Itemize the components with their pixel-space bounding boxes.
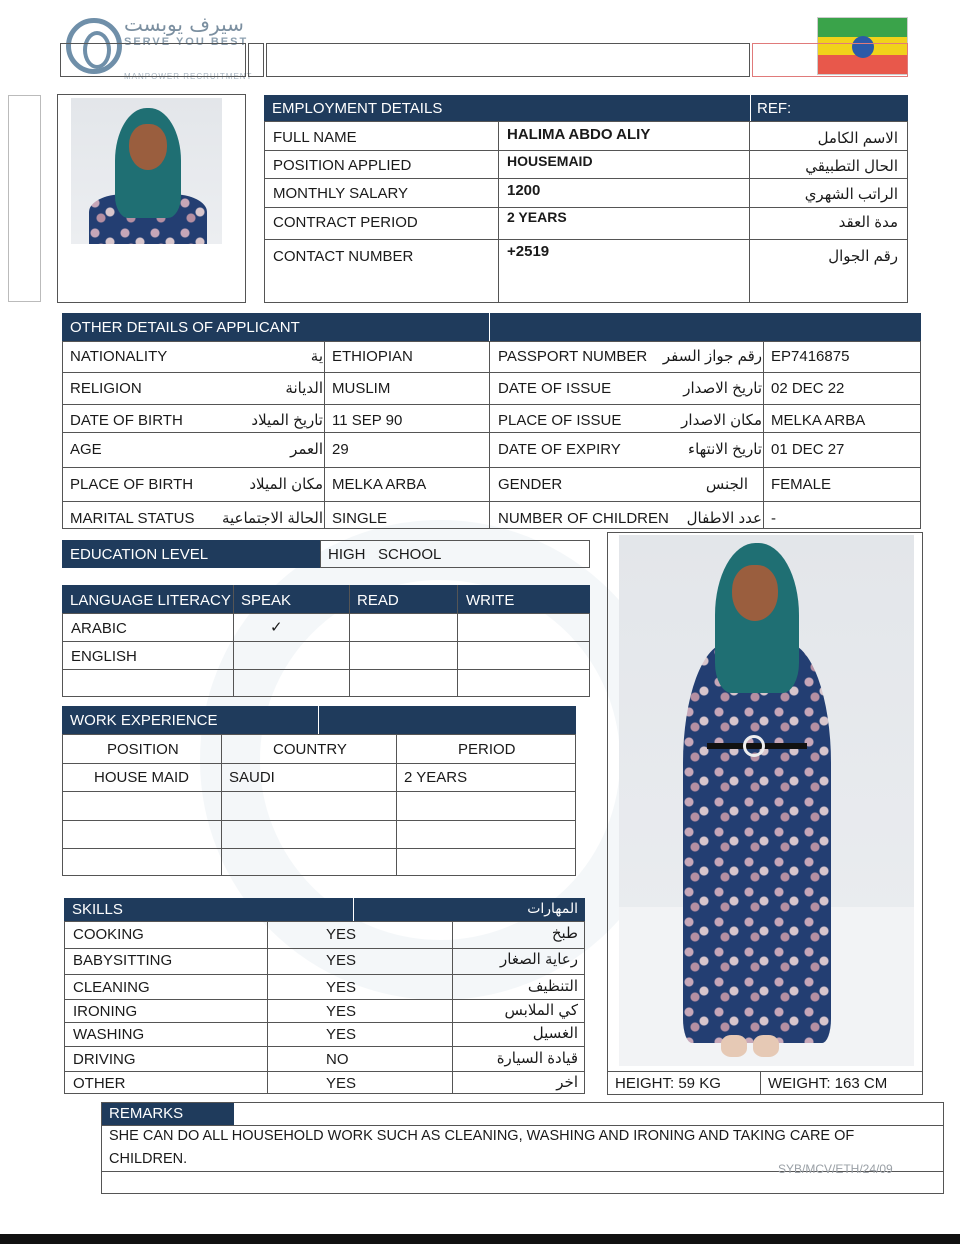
arabic-speak-check: ✓ bbox=[270, 619, 283, 636]
skill-other-ar: اخر bbox=[556, 1074, 578, 1091]
skill-washing-ar: الغسيل bbox=[532, 1025, 578, 1042]
passport-label: PASSPORT NUMBER bbox=[498, 348, 648, 365]
position-label: POSITION APPLIED bbox=[273, 157, 412, 174]
issue-date-label: DATE OF ISSUE bbox=[498, 380, 612, 397]
issue-place-label: PLACE OF ISSUE bbox=[498, 412, 622, 429]
salary-value: 1200 bbox=[507, 182, 541, 199]
nationality-ar: ية bbox=[310, 348, 323, 365]
issue-date-ar: تاريخ الاصدار bbox=[683, 380, 762, 397]
salary-label: MONTHLY SALARY bbox=[273, 185, 409, 202]
side-strip bbox=[8, 95, 41, 302]
pob-ar: مكان الميلاد bbox=[249, 476, 323, 493]
language-col-speak: SPEAK bbox=[241, 592, 292, 609]
work-col-position: POSITION bbox=[107, 741, 179, 758]
contract-ar: مدة العقد bbox=[838, 214, 898, 231]
work-period-value: 2 YEARS bbox=[404, 769, 468, 786]
full-name-ar: الاسم الكامل bbox=[817, 130, 898, 147]
skill-washing-label: WASHING bbox=[73, 1026, 145, 1043]
dob-label: DATE OF BIRTH bbox=[70, 412, 183, 429]
skills-header bbox=[64, 898, 585, 921]
language-col-lang: LANGUAGE LITERACY bbox=[70, 592, 231, 609]
skill-cooking-value: YES bbox=[326, 926, 357, 943]
top-field-1 bbox=[60, 43, 246, 77]
skill-driving-ar: قيادة السيارة bbox=[496, 1050, 578, 1067]
contact-ar: رقم الجوال bbox=[828, 248, 898, 265]
expiry-label: DATE OF EXPIRY bbox=[498, 441, 621, 458]
contract-value: 2 YEARS bbox=[507, 209, 567, 225]
height-value: HEIGHT: 59 KG bbox=[615, 1075, 721, 1092]
other-details-header bbox=[62, 313, 921, 341]
other-details-title: OTHER DETAILS OF APPLICANT bbox=[70, 318, 300, 336]
passport-value: EP7416875 bbox=[771, 348, 850, 365]
expiry-value: 01 DEC 27 bbox=[771, 441, 845, 458]
gender-ar: الجنس bbox=[705, 476, 748, 493]
language-col-write: WRITE bbox=[466, 592, 515, 609]
skill-washing-value: YES bbox=[326, 1026, 357, 1043]
passport-ar: رقم جواز السفر bbox=[662, 348, 762, 365]
bottom-band bbox=[0, 1234, 960, 1244]
position-value: HOUSEMAID bbox=[507, 153, 593, 169]
issue-date-value: 02 DEC 22 bbox=[771, 380, 845, 397]
education-header bbox=[62, 540, 320, 568]
religion-label: RELIGION bbox=[70, 380, 142, 397]
top-field-3 bbox=[266, 43, 750, 77]
age-label: AGE bbox=[70, 441, 102, 458]
skill-cleaning-value: YES bbox=[326, 979, 357, 996]
dob-ar: تاريخ الميلاد bbox=[251, 412, 323, 429]
logo-sub-text: MANPOWER RECRUITMENT bbox=[124, 72, 253, 81]
applicant-full-photo bbox=[619, 535, 914, 1066]
children-label: NUMBER OF CHILDREN bbox=[498, 510, 669, 527]
skill-cleaning-label: CLEANING bbox=[73, 979, 150, 996]
full-name-label: FULL NAME bbox=[273, 129, 357, 146]
position-ar: الحال التطبيقي bbox=[805, 158, 898, 175]
religion-value: MUSLIM bbox=[332, 380, 391, 397]
logo-english-text: SERVE YOU BEST bbox=[124, 36, 249, 48]
skill-ironing-ar: كي الملابس bbox=[504, 1002, 578, 1019]
language-table bbox=[62, 613, 590, 697]
work-title: WORK EXPERIENCE bbox=[70, 711, 218, 729]
gender-label: GENDER bbox=[498, 476, 563, 493]
children-ar: عدد الاطفال bbox=[686, 510, 762, 527]
work-country-value: SAUDI bbox=[229, 769, 275, 786]
skill-driving-label: DRIVING bbox=[73, 1051, 136, 1068]
skill-ironing-value: YES bbox=[326, 1003, 357, 1020]
work-position-value: HOUSE MAID bbox=[94, 769, 190, 786]
skill-other-label: OTHER bbox=[73, 1075, 126, 1092]
weight-value: WEIGHT: 163 CM bbox=[768, 1075, 888, 1092]
skill-driving-value: NO bbox=[326, 1051, 349, 1068]
top-field-2 bbox=[248, 43, 264, 77]
employment-table bbox=[264, 121, 908, 303]
children-value: - bbox=[771, 510, 776, 527]
work-header bbox=[62, 706, 576, 734]
employment-header bbox=[264, 95, 908, 121]
education-label: EDUCATION LEVEL bbox=[70, 545, 209, 563]
language-col-read: READ bbox=[357, 592, 399, 609]
issue-place-ar: مكان الاصدار bbox=[681, 412, 762, 429]
skill-cooking-label: COOKING bbox=[73, 926, 144, 943]
salary-ar: الراتب الشهري bbox=[804, 186, 898, 203]
applicant-portrait bbox=[71, 98, 222, 244]
pob-value: MELKA ARBA bbox=[332, 476, 427, 493]
religion-ar: الديانة bbox=[285, 380, 323, 397]
work-col-period: PERIOD bbox=[458, 741, 516, 758]
employment-title: EMPLOYMENT DETAILS bbox=[272, 99, 443, 117]
ref-label: REF: bbox=[757, 99, 792, 117]
remarks-line-1: SHE CAN DO ALL HOUSEHOLD WORK SUCH AS CLEANING, WASHING AND IRONING AND TAKING CARE OF bbox=[109, 1128, 855, 1144]
education-value: HIGH SCHOOL bbox=[328, 546, 442, 563]
work-col-country: COUNTRY bbox=[273, 741, 347, 758]
skill-babysitting-ar: رعاية الصغار bbox=[500, 951, 578, 968]
pob-label: PLACE OF BIRTH bbox=[70, 476, 194, 493]
skill-ironing-label: IRONING bbox=[73, 1003, 138, 1020]
remarks-title: REMARKS bbox=[109, 1105, 184, 1122]
dob-value: 11 SEP 90 bbox=[332, 412, 403, 429]
contact-value: +2519 bbox=[507, 243, 550, 260]
remarks-line-2: CHILDREN. bbox=[109, 1151, 188, 1167]
nationality-value: ETHIOPIAN bbox=[332, 348, 413, 365]
top-field-4 bbox=[752, 43, 908, 77]
marital-value: SINGLE bbox=[332, 510, 388, 527]
logo-arabic-text: سيرف يوبست bbox=[124, 12, 244, 36]
skill-cleaning-ar: التنظيف bbox=[527, 978, 578, 995]
issue-place-value: MELKA ARBA bbox=[771, 412, 866, 429]
full-name-value: HALIMA ABDO ALIY bbox=[507, 126, 651, 143]
remarks-box bbox=[101, 1102, 944, 1194]
contact-label: CONTACT NUMBER bbox=[273, 248, 414, 265]
skills-title: SKILLS bbox=[72, 901, 123, 918]
skill-babysitting-label: BABYSITTING bbox=[73, 952, 173, 969]
skill-babysitting-value: YES bbox=[326, 952, 357, 969]
skill-cooking-ar: طبخ bbox=[551, 925, 578, 942]
language-english: ENGLISH bbox=[71, 648, 137, 665]
age-ar: العمر bbox=[290, 441, 323, 458]
skill-other-value: YES bbox=[326, 1075, 357, 1092]
nationality-label: NATIONALITY bbox=[70, 348, 168, 365]
contract-label: CONTRACT PERIOD bbox=[273, 214, 418, 231]
age-value: 29 bbox=[332, 441, 349, 458]
gender-value: FEMALE bbox=[771, 476, 832, 493]
document-code: SYB/MCV/ETH/24/09 bbox=[778, 1162, 893, 1176]
marital-ar: الحالة الاجتماعية bbox=[221, 510, 323, 527]
skills-title-ar: المهارات bbox=[527, 900, 578, 916]
expiry-ar: تاريخ الانتهاء bbox=[688, 441, 762, 458]
language-arabic: ARABIC bbox=[71, 620, 127, 637]
marital-label: MARITAL STATUS bbox=[70, 510, 195, 527]
